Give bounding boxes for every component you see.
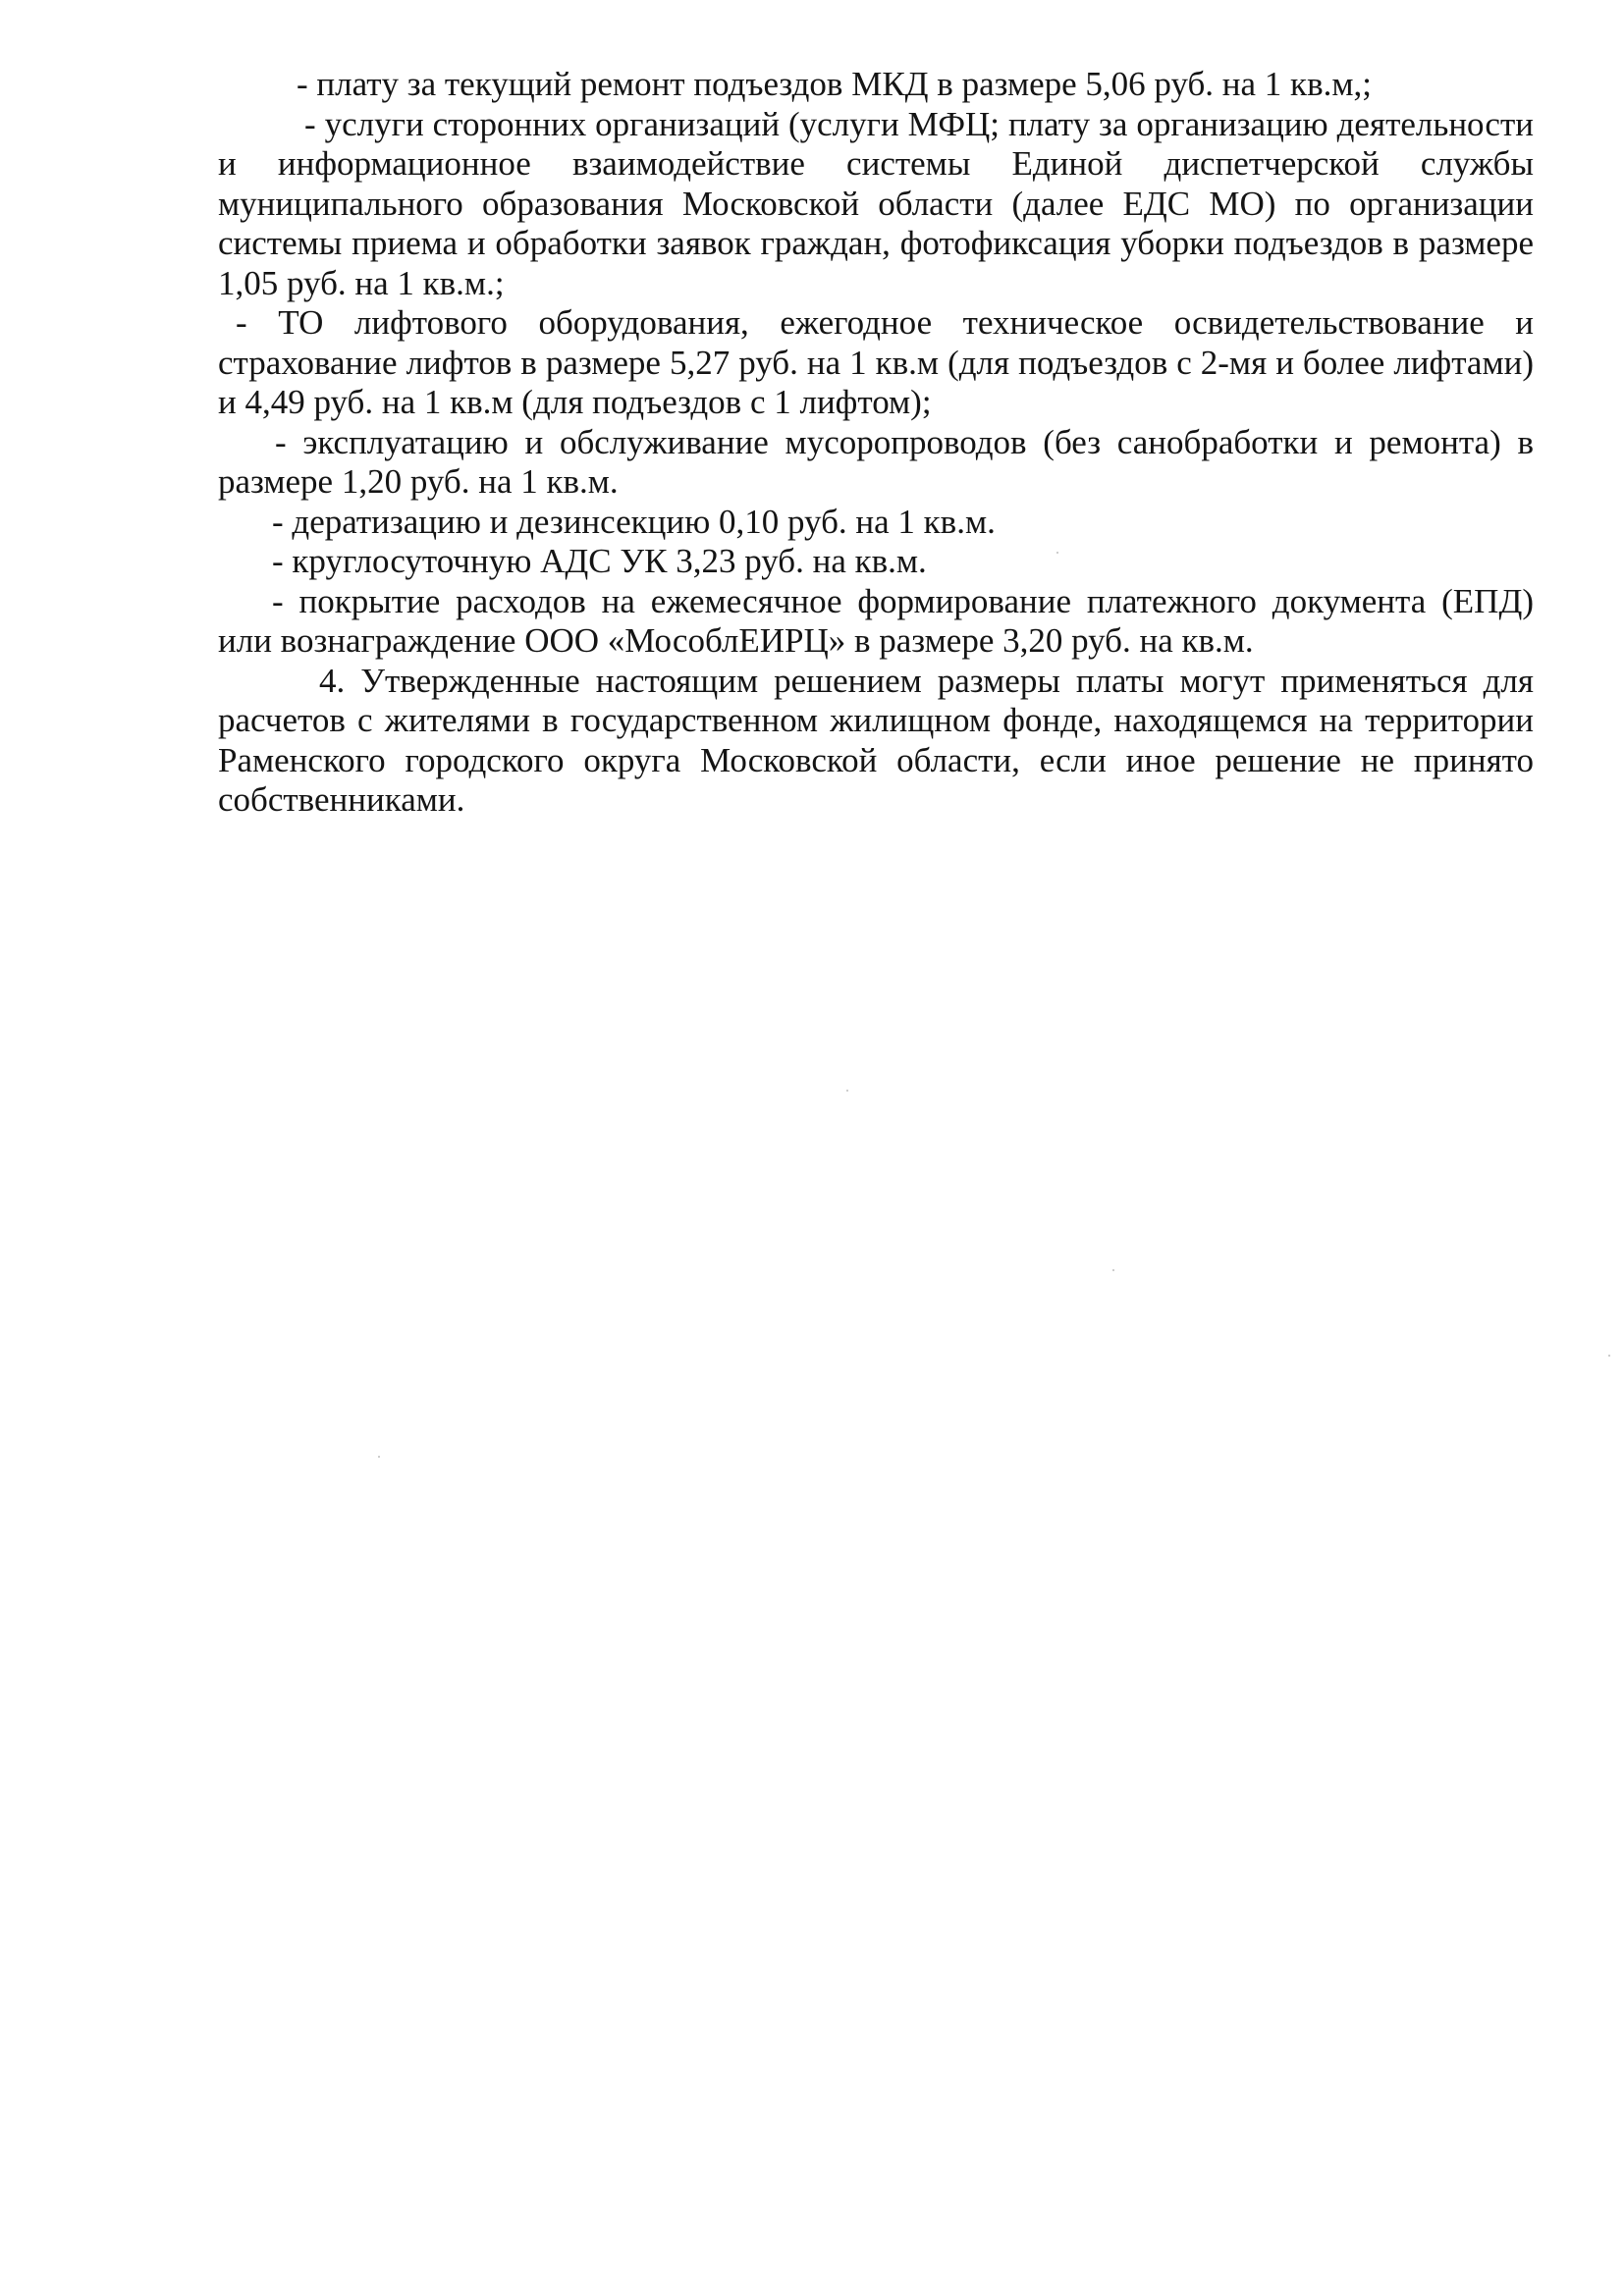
- paragraph-elevator-maintenance: - ТО лифтового оборудования, ежегодное техническое освидетельствование и страхование лифтов в размере 5,27 руб. на 1 кв.м (для подъездов с 2-мя и более лифтами) и 4,49 руб. на 1 кв.м (для подъездов с 1 лифтом);: [218, 303, 1534, 421]
- scan-speck: [1056, 552, 1058, 554]
- paragraph-pest-control: - дератизацию и дезинсекцию 0,10 руб. на 1 кв.м.: [272, 502, 996, 541]
- scan-speck: [1112, 1269, 1114, 1271]
- document-body: [218, 65, 1534, 821]
- paragraph-repair-fee: - платy за текущий ремонт подъездов МКД в размере 5,06 руб. на 1 кв.м,;: [297, 65, 1372, 103]
- paragraph-emergency-service: - круглосуточную АДС УК 3,23 руб. на кв.м.: [272, 542, 927, 580]
- scan-speck: [846, 1090, 848, 1092]
- paragraph-clause-4: 4. Утвержденные настоящим решением размеры платы могут применяться для расчетов с жителями в государственном жилищном фонде, находящемся на территории Раменского городского округа Московской области, если иное решение не принято собственниками.: [218, 661, 1534, 819]
- paragraph-payment-document: - покрытие расходов на ежемесячное формирование платежного документа (ЕПД) или вознаграждение ООО «МособлЕИРЦ» в размере 3,20 руб. на кв.м.: [218, 581, 1534, 660]
- paragraph-third-party-services: - услуги сторонних организаций (услуги МФЦ; плату за организацию деятельности и информационное взаимодействие системы Единой диспетчерской службы муниципального образования Московской области (далее ЕДС МО) по организации системы приема и обработки заявок граждан, фотофиксация уборки подъездов в размере 1,05 руб. на 1 кв.м.;: [218, 104, 1534, 302]
- paragraph-garbage-chute: - эксплуатацию и обслуживание мусоропроводов (без санобработки и ремонта) в размере 1,20 руб. на 1 кв.м.: [218, 422, 1534, 501]
- scan-speck: [1608, 1355, 1610, 1357]
- scan-speck: [378, 1456, 380, 1458]
